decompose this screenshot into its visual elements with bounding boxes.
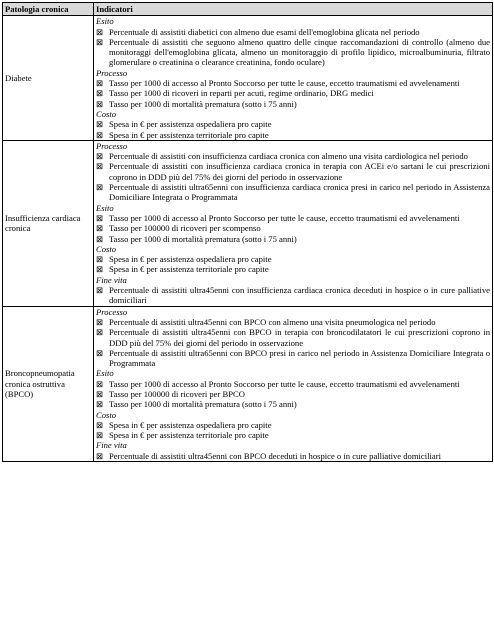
checkbox-bullet-icon: ⊠ xyxy=(96,223,104,234)
pathology-cell: Broncopneumopatia cronica ostruttiva (BPCO) xyxy=(3,306,94,461)
pathology-cell: Insufficienza cardiaca cronica xyxy=(3,140,94,306)
list-item xyxy=(96,99,490,109)
indicator-list xyxy=(96,451,490,461)
list-item xyxy=(96,379,490,389)
section-title: Fine vita xyxy=(96,440,127,451)
checkbox-bullet-icon: ⊠ xyxy=(96,36,104,47)
list-item xyxy=(96,389,490,399)
indicators-table xyxy=(2,2,493,462)
indicator-list xyxy=(96,317,490,368)
section-title: Processo xyxy=(96,306,128,317)
list-item xyxy=(96,78,490,88)
list-item xyxy=(96,451,490,461)
checkbox-bullet-icon: ⊠ xyxy=(96,119,104,130)
checkbox-bullet-icon: ⊠ xyxy=(96,450,104,461)
table-body xyxy=(3,16,493,462)
header-row xyxy=(3,3,493,16)
list-item xyxy=(96,234,490,244)
indicator-text: Tasso per 1000 di mortalità prematura (sotto i 75 anni) xyxy=(109,98,297,109)
indicator-list xyxy=(96,213,490,244)
indicator-text: Percentuale di assistiti ultra45enni con insufficienza cardiaca cronica deceduti in hospice o in cure palliative domiciliari xyxy=(109,285,490,306)
indicator-list xyxy=(96,420,490,441)
checkbox-bullet-icon: ⊠ xyxy=(96,347,104,358)
list-item xyxy=(96,151,490,161)
checkbox-bullet-icon: ⊠ xyxy=(96,399,104,410)
section-title: Esito xyxy=(96,16,114,27)
indicator-text: Percentuale di assistiti con insufficienza cardiaca cronica con almeno una visita cardiologica nel periodo xyxy=(109,151,468,162)
section-title: Fine vita xyxy=(96,274,127,285)
indicator-text: Tasso per 1000 di accesso al Pronto Soccorso per tutte le cause, eccetto traumatismi ed avvelenamenti xyxy=(109,212,460,223)
header-pathology: Patologia cronica xyxy=(3,3,94,16)
list-item xyxy=(96,213,490,223)
list-item xyxy=(96,119,490,129)
indicator-text: Tasso per 1000 di accesso al Pronto Soccorso per tutte le cause, eccetto traumatismi ed avvelenamenti xyxy=(109,78,460,89)
list-item xyxy=(96,264,490,274)
section-title: Esito xyxy=(96,368,114,379)
list-item xyxy=(96,182,490,203)
list-item xyxy=(96,37,490,68)
checkbox-bullet-icon: ⊠ xyxy=(96,327,104,338)
indicator-list xyxy=(96,151,490,202)
checkbox-bullet-icon: ⊠ xyxy=(96,378,104,389)
list-item xyxy=(96,348,490,369)
checkbox-bullet-icon: ⊠ xyxy=(96,78,104,89)
checkbox-bullet-icon: ⊠ xyxy=(96,182,104,193)
section-title: Processo xyxy=(96,140,128,151)
checkbox-bullet-icon: ⊠ xyxy=(96,98,104,109)
list-item xyxy=(96,285,490,306)
section-title: Costo xyxy=(96,108,117,119)
indicator-text: Spesa in € per assistenza ospedaliera pro capite xyxy=(109,419,272,430)
checkbox-bullet-icon: ⊠ xyxy=(96,316,104,327)
list-item xyxy=(96,223,490,233)
indicator-text: Percentuale di assistiti ultra45enni con BPCO con almeno una visita pneumologica nel periodo xyxy=(109,316,436,327)
indicator-list xyxy=(96,379,490,410)
section-title: Costo xyxy=(96,409,117,420)
checkbox-bullet-icon: ⊠ xyxy=(96,26,104,37)
header-indicators: Indicatori xyxy=(94,3,493,16)
indicators-cell xyxy=(94,306,493,461)
checkbox-bullet-icon: ⊠ xyxy=(96,88,104,99)
list-item xyxy=(96,420,490,430)
pathology-cell: Diabete xyxy=(3,16,94,141)
list-item xyxy=(96,27,490,37)
indicator-text: Tasso per 1000 di mortalità prematura (sotto i 75 anni) xyxy=(109,233,297,244)
list-item xyxy=(96,317,490,327)
indicator-text: Spesa in € per assistenza territoriale pro capite xyxy=(109,129,269,140)
indicator-text: Percentuale di assistiti ultra45enni con BPCO deceduti in hospice o in cure palliative domiciliari xyxy=(109,450,441,461)
table-row xyxy=(3,16,493,141)
indicator-text: Tasso per 100000 di ricoveri per BPCO xyxy=(109,388,245,399)
indicator-text: Percentuale di assistiti ultra65enni con insufficienza cardiaca cronica presi in carico nel periodo in Assistenza Domiciliare Integrata o Programmata xyxy=(109,182,490,203)
table-row xyxy=(3,140,493,306)
checkbox-bullet-icon: ⊠ xyxy=(96,388,104,399)
indicator-list xyxy=(96,78,490,109)
list-item xyxy=(96,399,490,409)
indicator-text: Tasso per 1000 di accesso al Pronto Soccorso per tutte le cause, eccetto traumatismi ed avvelenamenti xyxy=(109,378,460,389)
indicator-list xyxy=(96,254,490,275)
checkbox-bullet-icon: ⊠ xyxy=(96,212,104,223)
indicator-list xyxy=(96,119,490,140)
checkbox-bullet-icon: ⊠ xyxy=(96,419,104,430)
indicator-text: Tasso per 1000 di mortalità prematura (sotto i 75 anni) xyxy=(109,399,297,410)
checkbox-bullet-icon: ⊠ xyxy=(96,233,104,244)
indicator-text: Spesa in € per assistenza ospedaliera pro capite xyxy=(109,119,272,130)
section-title: Esito xyxy=(96,202,114,213)
checkbox-bullet-icon: ⊠ xyxy=(96,161,104,172)
indicator-text: Spesa in € per assistenza territoriale pro capite xyxy=(109,264,269,275)
indicators-cell xyxy=(94,16,493,141)
list-item xyxy=(96,254,490,264)
indicator-text: Percentuale di assistiti ultra65enni con BPCO presi in carico nel periodo in Assistenza Domiciliare Integrata o Programmata xyxy=(109,347,490,369)
indicator-text: Percentuale di assistiti diabetici con almeno due esami dell'emoglobina glicata nel periodo xyxy=(109,26,420,37)
checkbox-bullet-icon: ⊠ xyxy=(96,254,104,265)
section-title: Costo xyxy=(96,243,117,254)
list-item xyxy=(96,88,490,98)
indicator-text: Percentuale di assistiti con insufficienza cardiaca cronica in terapia con ACEi e/o sartani le cui prescrizioni coprono in DDD più del 75% dei giorni del periodo in osservazione xyxy=(109,161,490,182)
checkbox-bullet-icon: ⊠ xyxy=(96,285,104,296)
list-item xyxy=(96,327,490,348)
indicator-list xyxy=(96,285,490,306)
checkbox-bullet-icon: ⊠ xyxy=(96,430,104,441)
indicator-text: Spesa in € per assistenza ospedaliera pro capite xyxy=(109,254,272,265)
indicator-text: Percentuale di assistiti ultra45enni con BPCO in terapia con broncodilatatori le cui prescrizioni coprono in DDD più del 75% dei giorni del periodo in osservazione xyxy=(109,327,490,348)
list-item xyxy=(96,161,490,182)
indicators-cell xyxy=(94,140,493,306)
checkbox-bullet-icon: ⊠ xyxy=(96,151,104,162)
indicator-text: Percentuale di assistiti che seguono almeno quattro delle cinque raccomandazioni di controllo (almeno due monitoraggi dell'emoglobina glicata, almeno un monitoraggio di profilo lipidico, microalbuminuria, filtrato glomerulare o creatinina o clearance creatinina, fondo oculare) xyxy=(109,36,490,68)
checkbox-bullet-icon: ⊠ xyxy=(96,129,104,140)
table-row xyxy=(3,306,493,461)
list-item xyxy=(96,430,490,440)
checkbox-bullet-icon: ⊠ xyxy=(96,264,104,275)
indicator-text: Tasso per 1000 di ricoveri in reparti per acuti, regime ordinario, DRG medici xyxy=(109,88,374,99)
section-title: Processo xyxy=(96,67,128,78)
list-item xyxy=(96,130,490,140)
indicator-text: Tasso per 100000 di ricoveri per scompenso xyxy=(109,223,261,234)
indicator-list xyxy=(96,27,490,68)
indicator-text: Spesa in € per assistenza territoriale pro capite xyxy=(109,430,269,441)
